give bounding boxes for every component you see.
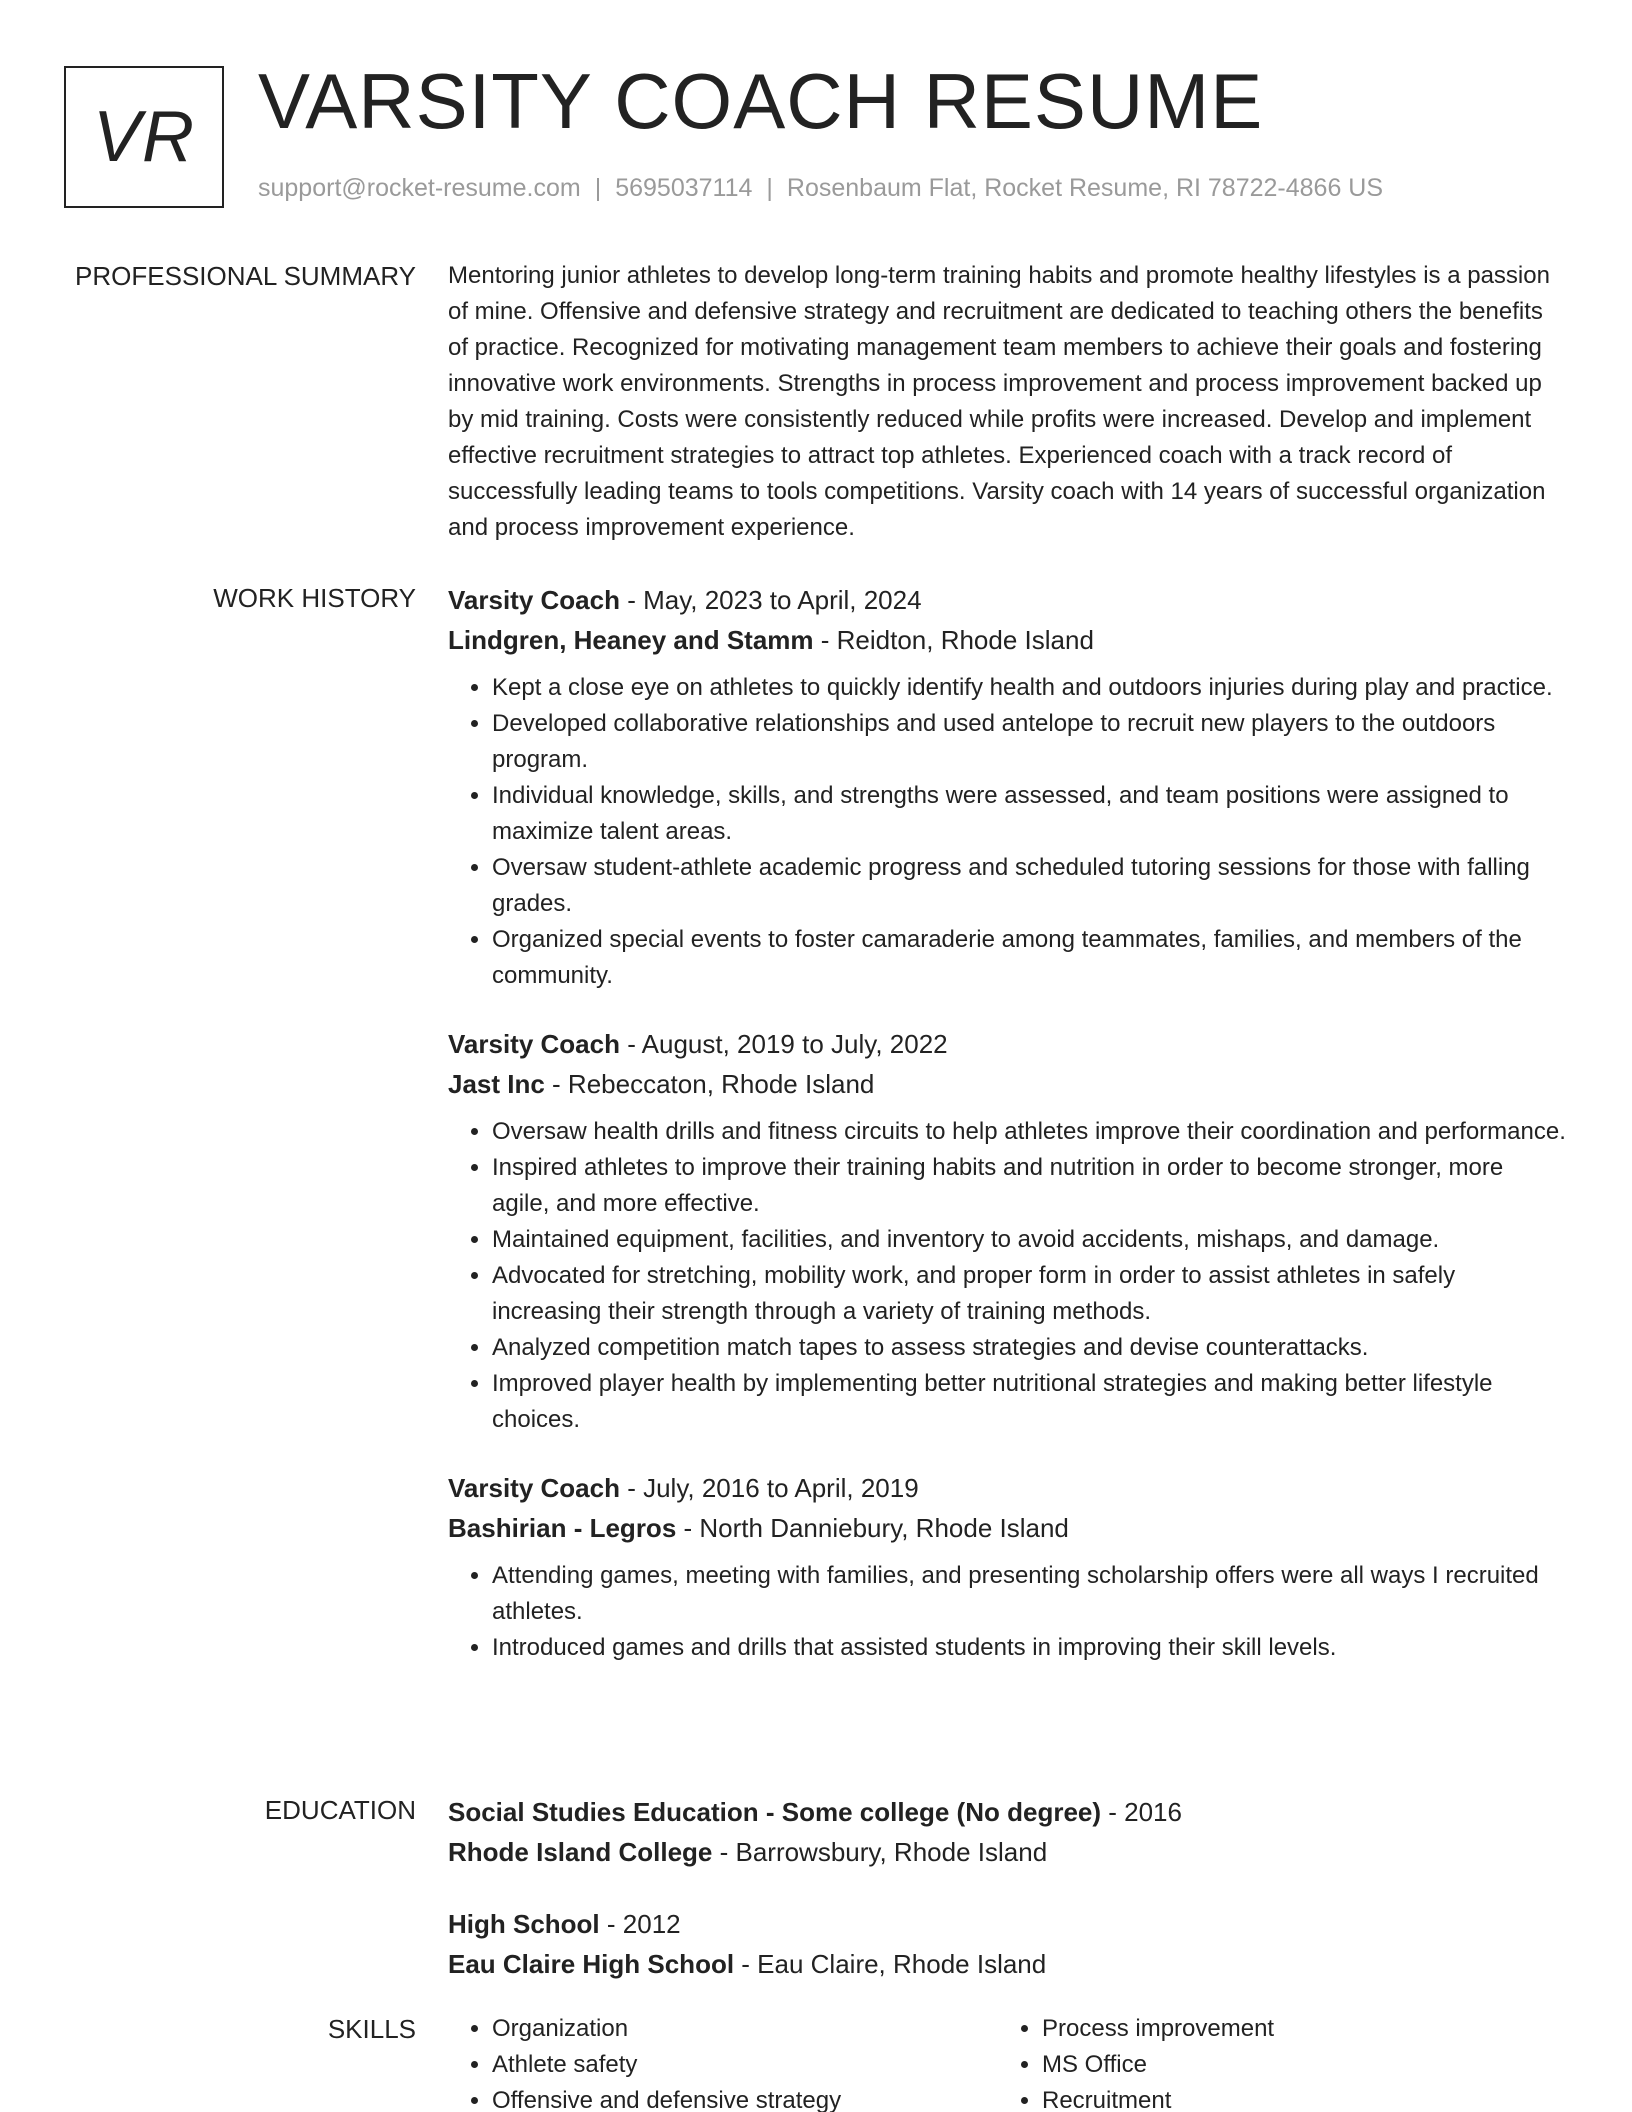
contact-address: Rosenbaum Flat, Rocket Resume, RI 78722-4866 US [786, 174, 1384, 202]
job-bullet: • Individual knowledge, skills, and strengths were assessed, and team positions were assigned to maximize talent areas. [492, 778, 1566, 850]
job-company-line [448, 1064, 1566, 1104]
education-school: Eau Claire High School [448, 1949, 735, 1979]
job-bullet: • Developed collaborative relationships and used antelope to recruit new players to the outdoors program. [492, 706, 1566, 778]
job-entry [448, 1024, 1566, 1438]
job-bullets [448, 1558, 1566, 1666]
education-school: Rhode Island College [448, 1837, 713, 1867]
summary-body [448, 258, 1566, 546]
summary-text: Mentoring junior athletes to develop long-term training habits and promote healthy lifestyles is a passion of mine. Offensive and defensive strategy and recruitment are dedicated to teaching others the benefits of practice. Recognized for motivating management team members to achieve their goals and fostering innovative work environments. Strengths in process improvement and process improvement backed up by mid training. Costs were consistently reduced while profits were increased. Develop and implement effective recruitment strategies to attract top athletes. Experienced coach with a track record of successfully leading teams to tools competitions. Varsity coach with 14 years of successful organization and process improvement experience. [448, 262, 1550, 541]
education-school-line [448, 1832, 1566, 1872]
skill-item: • Organization [492, 2011, 998, 2047]
job-location: - Reidton, Rhode Island [813, 625, 1094, 655]
job-bullets [448, 1114, 1566, 1438]
job-bullet: • Analyzed competition match tapes to assess strategies and devise counterattacks. [492, 1330, 1566, 1366]
job-bullet: • Introduced games and drills that assisted students in improving their skill levels. [492, 1630, 1566, 1666]
skills-column-left [448, 2011, 998, 2112]
job-location: - North Danniebury, Rhode Island [676, 1513, 1069, 1543]
contact-separator: | [766, 174, 773, 202]
job-title: Varsity Coach [448, 585, 620, 615]
job-entry [448, 1468, 1566, 1666]
work-history-body [448, 580, 1566, 1696]
skill-item: • Offensive and defensive strategy [492, 2083, 998, 2112]
job-bullet: • Kept a close eye on athletes to quickly identify health and outdoors injuries during play and practice. [492, 670, 1566, 706]
contact-email: support@rocket-resume.com [258, 174, 581, 202]
education-location: - Barrowsbury, Rhode Island [712, 1837, 1048, 1867]
skill-item: • MS Office [1042, 2047, 1548, 2083]
job-title: Varsity Coach [448, 1029, 620, 1059]
contact-separator: | [594, 174, 602, 202]
education-degree-line [448, 1792, 1566, 1832]
education-heading: EDUCATION [264, 1795, 416, 1825]
skills-column-right [998, 2011, 1548, 2112]
job-company: Jast Inc [448, 1069, 545, 1099]
summary-heading: PROFESSIONAL SUMMARY [75, 261, 416, 291]
education-body [448, 1792, 1566, 2016]
monogram-box [64, 66, 224, 208]
job-title-line [448, 1468, 1566, 1508]
job-entry [448, 580, 1566, 994]
monogram-initials: VR [92, 97, 196, 177]
education-degree: Social Studies Education - Some college (No degree) [448, 1797, 1102, 1827]
contact-line [258, 174, 1383, 203]
skills-grid [448, 2011, 1566, 2112]
job-company-line [448, 1508, 1566, 1548]
education-entry [448, 1904, 1566, 1984]
skill-item: • Athlete safety [492, 2047, 998, 2083]
education-entry [448, 1792, 1566, 1872]
job-bullet: • Organized special events to foster camaraderie among teammates, families, and members of the community. [492, 922, 1566, 994]
contact-phone: 5695037114 [615, 174, 753, 202]
job-company: Bashirian - Legros [448, 1513, 677, 1543]
job-company-line [448, 620, 1566, 660]
job-bullet: • Oversaw health drills and fitness circuits to help athletes improve their coordination and performance. [492, 1114, 1566, 1150]
education-degree-line [448, 1904, 1566, 1944]
skill-item: • Process improvement [1042, 2011, 1548, 2047]
job-title: Varsity Coach [448, 1473, 620, 1503]
resume-title: VARSITY COACH RESUME [258, 57, 1264, 145]
job-location: - Rebeccaton, Rhode Island [544, 1069, 875, 1099]
skill-item: • Recruitment [1042, 2083, 1548, 2112]
work-history-heading: WORK HISTORY [213, 583, 416, 613]
job-title-line [448, 580, 1566, 620]
job-bullet: • Maintained equipment, facilities, and inventory to avoid accidents, mishaps, and damage. [492, 1222, 1566, 1258]
job-title-line [448, 1024, 1566, 1064]
education-year: - 2012 [599, 1909, 681, 1939]
education-degree: High School [448, 1909, 600, 1939]
job-dates: - July, 2016 to April, 2019 [619, 1473, 919, 1503]
job-bullet: • Inspired athletes to improve their training habits and nutrition in order to become stronger, more agile, and more effective. [492, 1150, 1566, 1222]
job-bullet: • Improved player health by implementing better nutritional strategies and making better lifestyle choices. [492, 1366, 1566, 1438]
skills-body [448, 2011, 1566, 2112]
job-dates: - May, 2023 to April, 2024 [619, 585, 922, 615]
job-dates: - August, 2019 to July, 2022 [619, 1029, 948, 1059]
education-location: - Eau Claire, Rhode Island [734, 1949, 1047, 1979]
job-bullets [448, 670, 1566, 994]
job-company: Lindgren, Heaney and Stamm [448, 625, 814, 655]
skills-heading: SKILLS [327, 2014, 416, 2044]
job-bullet: • Attending games, meeting with families, and presenting scholarship offers were all ways I recruited athletes. [492, 1558, 1566, 1630]
job-bullet: • Oversaw student-athlete academic progress and scheduled tutoring sessions for those with falling grades. [492, 850, 1566, 922]
education-year: - 2016 [1101, 1797, 1182, 1827]
education-school-line [448, 1944, 1566, 1984]
job-bullet: • Advocated for stretching, mobility work, and proper form in order to assist athletes in safely increasing their strength through a variety of training methods. [492, 1258, 1566, 1330]
